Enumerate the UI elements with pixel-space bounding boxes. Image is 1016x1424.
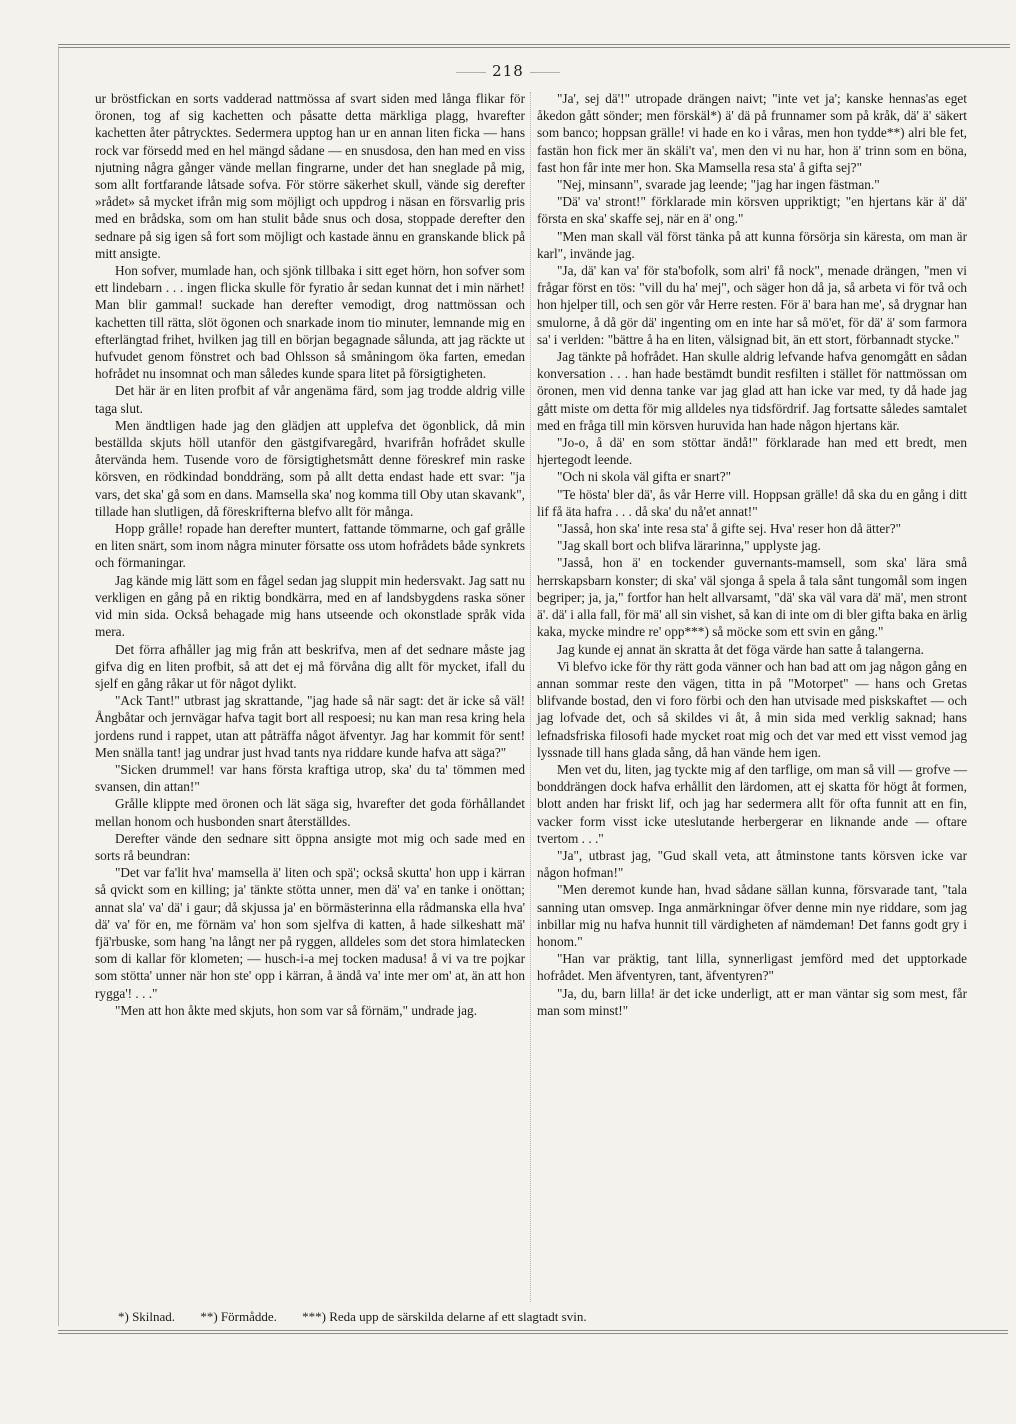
paragraph: "Jasså, hon ska' inte resa sta' å gifte sej. Hva' reser hon då ätter?": [557, 521, 902, 537]
paragraph: Vi blefvo icke för thy rätt goda vänner och han bad att om jag någon gång en annan sommar reste den vägen, titta in på "Motorpet" — hans och Gretas blifvande bostad, den vi foro förbi och den han utvisade med piskskaftet — och jag lofvade det, och så skildes vi åt, å min sida med verklig saknad; hans lefnadsfriska filosofi hade mycket roat mig och det var med ett visst vemod jag lyssnade till hans glada sång, då han vände hem igen.: [537, 658, 967, 760]
paragraph: Det här är en liten profbit af vår angenäma färd, som jag trodde aldrig ville taga slut.: [95, 383, 525, 416]
top-rule: [58, 44, 1010, 45]
paragraph: "Och ni skola väl gifta er snart?": [557, 469, 732, 485]
left-margin-rule: [58, 46, 59, 1326]
paragraph: "Jasså, hon ä' en tockender guvernants-mamsell, som ska' lära små herrskapsbarn konster; di ska' väl sjonga å spela å tala sånt tungomål som ingen begriper; ja, ja," fortfor han helt allvarsamt, "dä' ska väl vara dä' mä', men stront ä'. dä' i alla fall, för mä' all sin vishet, så kan di inte om di bler gifta baka en ärlig kaka, mycke mindre re' opp***) så möcke som ett svin en gång.": [537, 555, 967, 640]
paragraph: "Sicken drummel! var hans första kraftiga utrop, ska' du ta' tömmen med svansen, din attan!": [95, 761, 525, 795]
paragraph: Men vet du, liten, jag tyckte mig af den tarflige, om man så vill — grofve — bonddrängen dock hafva erhållit den lärdomen, att ej skatta för högt åt formen, blott anden har friskt lif, och jag har sedermera allt för ofta funnit att en fin, vacker form visst icke uteslutande herbergerar en liknande ande — oftare tvertom . . .": [537, 761, 967, 846]
paragraph: Jag kände mig lätt som en fågel sedan jag sluppit min hedersvakt. Jag satt nu verkligen en gång på en riktig bondkärra, med en af landsbygdens raska söner vid min sida. Också behagade mig hans utseende och okonstlade språk vida mera.: [95, 572, 525, 640]
footnote: ***) Reda upp de särskilda delarne af ett slagtadt svin.: [302, 1309, 587, 1324]
paragraph: "Dä' va' stront!" förklarade min körsven uppriktigt; "en hjertans kär ä' dä' första en ska' skaffe sej, när en ä' ong.": [537, 194, 967, 227]
paragraph: Hon sofver, mumlade han, och sjönk tillbaka i sitt eget hörn, hon sofver som ett lindebarn . . . ingen flicka skulle för fyratio år sedan kunnat det i min närhet! Man blir gammal! suckade han derefter vemodigt, drog nattmössan och kachetten till rätta, slöt ögonen och snarkade inom tio minuter, lemnande mig en efterlängtad frihet, hvilken jag till en början begagnade sålunda, att jag räckte ut hufvudet genom fönstret och bad Ohlsson så småningom öka farten, emedan hofrådet nu insomnat och man således kunde spara litet på försigtigheten.: [95, 263, 525, 382]
paragraph: "Han var präktig, tant lilla, synnerligast jemförd med det upptorkade hofrådet. Men äfventyren, tant, äfventyren?": [537, 951, 967, 984]
paragraph: "Ja, du, barn lilla! är det icke underligt, att er man väntar sig som mest, får man som minst!": [537, 985, 967, 1018]
paragraph: "Ja", utbrast jag, "Gud skall veta, att åtminstone tants körsven icke var någon hofman!": [537, 847, 967, 881]
bottom-rule: [58, 1330, 1008, 1331]
bottom-rule-inner: [58, 1333, 1008, 1334]
paragraph: "Ja, dä' kan va' för sta'bofolk, som alri' få nock", menade drängen, "men vi frågar först en tös: "vill du ha' mej", och säger hon då ja, så arbeta vi för två och hon hjelper till, och sen gör vår Herre resten. För ä' bara han me', så drygnar han smulorne, å då gör dä' ingenting om en inte har så mö'et, för dä' ä' som farmora sa' i verlden: "bättre å ha en liten, välsignad bit, än ett stort, förbannadt stycke.": [537, 263, 967, 347]
paragraph: "Nej, minsann", svarade jag leende; "jag har ingen fästman.": [557, 177, 880, 193]
page-number-dash-right: [530, 72, 560, 73]
paragraph: Jag tänkte på hofrådet. Han skulle aldrig lefvande hafva genomgått en sådan konversation . . . han hade bestämdt bundit resfilten i stället för nattmössan om öronen, men vid denna tanke var jag glad att han icke var med, ty då hade jag gått miste om detta för mig alldeles nya tidsfördrif. Jag fortsatte således samtalet med en fråga till min körsven huruvida han hade någon hjertans kär.: [537, 349, 967, 433]
left-column: [95, 90, 525, 1019]
paragraph: "Men man skall väl först tänka på att kunna försörja sin käresta, om man är karl", invände jag.: [537, 228, 967, 261]
paragraph: "Jo-o, å dä' en som stöttar ändå!" förklarade han med ett bredt, men hjertegodt leende.: [537, 435, 967, 468]
paragraph: "Ack Tant!" utbrast jag skrattande, "jag hade så när sagt: det är icke så väl! Ångbåtar och jernvägar hafva tagit bort all respoesi; nu kan man resa kring hela jordens rund i rappet, utan att påträffa något äfventyr. Jag har kommit för sent! Men snälla tant! jag undrar just hvad tants nya riddare kunde hafva att säga?": [95, 693, 525, 760]
page-number-dash-left: [456, 72, 486, 73]
footnote: **) Förmådde.: [200, 1309, 277, 1324]
paragraph: Derefter vände den sednare sitt öppna ansigte mot mig och sade med en sorts rå beundran:: [95, 830, 525, 863]
paragraph: Men ändtligen hade jag den glädjen att upplefva det ögonblick, då min beställda skjuts höll utanför den gästgifvaregård, hvarifrån hofrådet skulle återvända hem. Tusende voro de försigtighetsmått denne föreskref min raske körsven, en rödkindad bonddräng, som på allt detta endast hade ett svar: "ja vars, det ska' gå som en dans. Mamsella ska' nog komma till Oby utan skavank", tillade han slutligen, då föreskrifterna blefvo allt för många.: [95, 417, 525, 519]
right-column: [537, 90, 967, 1019]
paragraph: "Ja', sej dä'!" utropade drängen naivt; "inte vet ja'; kanske hennas'as eget åkedon gått sönder; men förskäl*) ä' dä på frunnamer som på kråk, dä' ä' säkert som banco; hoppsan grälle! vi hade en ko i våras, men hon tydde**) alri ble fet, fastän hon fick mer än skäli't va', men den vi nu har, hon ä' trinn som en böna, fast hon får inte mer hon. Ska Mamsella resa sta' å gifta sej?": [537, 91, 967, 175]
paragraph: "Det var fa'lit hva' mamsella ä' liten och spä'; också skutta' hon upp i kärran så qvickt som en killing; ja' tänkte stötta unner, men dä' va' en tanke i onöttan; annat sla' va' dä' i gaur; då skjussa ja' en börmästerinna ella rådmanska ella hva' dä' va' för en, me förnäm va' hon som sjelfva di katten, å hade silkeshatt mä' fjä'rbuske, som hang 'na långt ner på ryggen, alldeles som det stora himlatecken som di kallar för klometen; — husch-i-a mej tocken madusa! å vi va tre pojkar som stötta' unner när hon ste' opp i kärran, å ändå va' inte mer om' at, än att hon rygga'! . . .": [95, 865, 525, 1001]
footnotes: [118, 1309, 918, 1325]
paragraph: Jag kunde ej annat än skratta åt det föga värde han satte å talangerna.: [557, 641, 924, 657]
paragraph: Det förra afhåller jag mig från att beskrifva, men af det sednare måste jag gifva dig en liten profbit, så att det ej må förvåna dig allt för mycket, ifall du sjelf en gång råkar ut för något dylikt.: [95, 641, 525, 691]
top-rule-inner: [58, 47, 1010, 48]
page-number: 218: [492, 62, 524, 80]
page-number-row: [0, 62, 1016, 80]
column-divider: [530, 92, 531, 1302]
paragraph: Hopp grålle! ropade han derefter muntert, fattande tömmarne, och gaf grålle en liten snärt, som inom några minuter försatte oss utom hofrådets både synkrets och förmaningar.: [95, 521, 525, 571]
paragraph: ur bröstfickan en sorts vadderad nattmössa af svart siden med långa flikar för öronen, tog af sig kachetten och påsatte detta märkliga plagg, hvarefter kachetten åter påtrycktes. Sedermera upptog han ur en annan liten ficka — hans rock var försedd med en hel mängd sådane — en snusdosa, den han med en viss njutning några gånger vände mellan fingrarne, under det han sneglade på mig, som allt fortfarande låtsade sofva. För större säkerhet skull, vände sig derefter »rådet» så mycket ifrån mig som möjligt och uppdrog i näsan en försvarlig pris med en brådska, som om han stulit både snus och dosa, stoppade derefter den sednare på sig igen så fort som möjligt och kastade ännu en granskande blick på mitt ansigte.: [95, 91, 525, 261]
paragraph: Grålle klippte med öronen och lät säga sig, hvarefter det goda förhållandet mellan honom och husbonden snart återställdes.: [95, 796, 525, 829]
paragraph: "Jag skall bort och blifva lärarinna," upplyste jag.: [557, 538, 821, 554]
paragraph: "Te hösta' bler dä', ås vår Herre vill. Hoppsan grälle! då ska du en gång i ditt lif få äta hafra . . . då ska' du nå'et annat!": [537, 486, 967, 519]
paragraph: "Men deremot kunde han, hvad sådane sällan kunna, försvarade tant, "tala sanning utan omsvep. Inga anmärkningar öfver denne min nye riddare, som jag inbillar mig nu hafva hunnit till värdigheten af nämdeman! Det fanns godt gry i honom.": [537, 882, 967, 949]
footnote: *) Skilnad.: [118, 1309, 176, 1324]
paragraph: "Men att hon åkte med skjuts, hon som var så förnäm," undrade jag.: [115, 1002, 478, 1018]
